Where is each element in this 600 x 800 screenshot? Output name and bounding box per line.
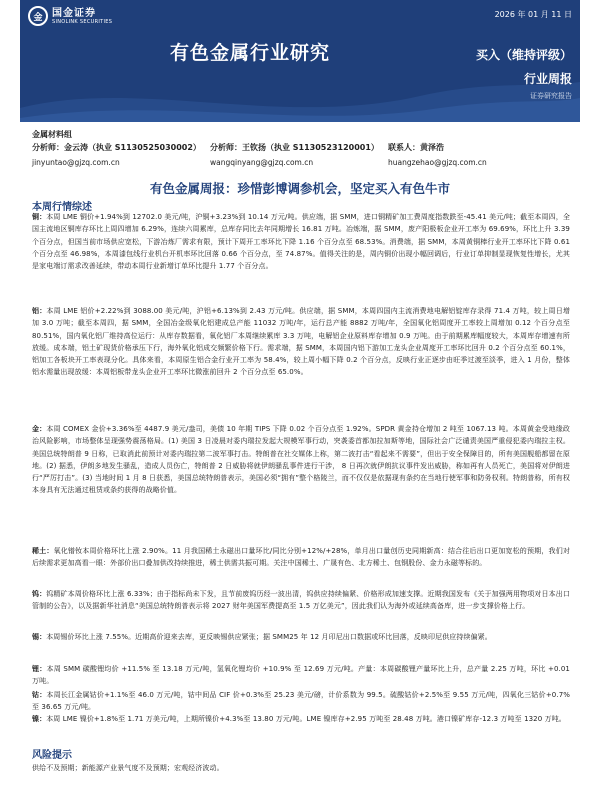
lead-label: 金： <box>32 425 47 433</box>
report-type: 行业周报 <box>523 72 572 86</box>
analyst-1 <box>32 142 201 167</box>
lead-label: 锡： <box>32 633 47 641</box>
paragraph-text: 本周长江金属钴价+1.1%至 46.0 万元/吨，钴中间品 CIF 价+0.3%至 25.23 美元/磅，计价系数为 99.5。硫酸钴价+2.5%至 9.55 万元/吨，四氧化三钴价+0.7%至 36.65 万元/吨。 <box>32 691 570 712</box>
contact-email: huangzehao@gjzq.com.cn <box>388 158 487 167</box>
paragraph-text: 本周 COMEX 金价+3.36%至 4487.9 美元/盎司，美债 10 年期 TIPS 下降 0.02 个百分点至 1.92%。SPDR 黄金持仓增加 2 吨至 1067.13 吨。本周黄金受地缘政治风险影响，市场整体呈现强势震荡格局。(1) 美国 3 日凌晨对委内瑞拉发起大规模军事行动，突袭委首都加拉加斯等地，国际社会广泛谴责美国严重侵犯委内瑞拉主权。美国总统特朗普 9 日称，已取消此前预计对委内瑞拉第二波军事打击。特朗普在社交媒体上称，第二波打击“看起来不需要”，但出于安全保障目的，所有美国舰船都留在原地。(2) 据悉，伊朗多地发生骚乱，造成人员伤亡，特朗普 2 日威胁将就伊朗骚乱事件进行干涉， 8 日再次就伊朗抗议事件发出威胁，称如再有人员死亡，美国将对伊朗进行“严厉打击”。(3) 当地时间 1 月 8 日获悉，美国总统特朗普表示，美国必须“拥有”整个格陵兰，而不仅仅是依据现有条约在当地行使军事和防务权利。特朗普称，所有权本身具有无法通过租赁或条约获得的战略价值。 <box>32 425 570 495</box>
report-date: 2026 年 01 月 11 日 <box>494 10 572 19</box>
analyst-1-email: jinyuntao@gjzq.com.cn <box>32 158 120 167</box>
paragraph-tungsten <box>32 588 570 613</box>
lead-label: 镍： <box>32 715 47 723</box>
report-header <box>20 0 580 122</box>
lead-label: 铜： <box>32 213 47 221</box>
paragraph-text: 氧化镨钕本周价格环比上涨 2.90%。11 月我国稀土永磁出口量环比/同比分别+12%/+28%，单月出口量创历史同期新高：结合往后出口更加宽松的预期，我们对后续需求更加高看一眼：外部价出口叠加供改持续推进，稀土供需共振可期。关注中国稀土、广晟有色、北方稀土、包钢股份、金力永磁等标的。 <box>32 547 570 568</box>
company-logo <box>28 6 112 26</box>
paragraph-tin <box>32 631 570 643</box>
analyst-2-email: wangqinyang@gjzq.com.cn <box>210 158 314 167</box>
paragraph-lithium <box>32 663 570 688</box>
lead-label: 铝： <box>32 307 47 315</box>
paragraph-text: 本周 SMM 碳酸锂均价 +11.5% 至 13.18 万元/吨，氢氧化锂均价 +10.9% 至 12.69 万元/吨。产量：本周碳酸锂产量环比上升，总产量 2.25 万吨，环比 +0.01 万吨。 <box>32 665 570 686</box>
paragraph-rare-earth <box>32 545 570 570</box>
logo-name-en: SINOLINK SECURITIES <box>52 18 113 25</box>
analyst-2 <box>210 142 379 167</box>
report-title: 有色金属行业研究 <box>169 42 330 64</box>
logo-emblem-icon: 金 <box>28 6 48 26</box>
paragraph-text: 本周 LME 铜价+1.94%到 12702.0 美元/吨，沪铜+3.23%到 10.14 万元/吨。供应端，据 SMM，进口铜精矿加工费周度指数跌至-45.41 美元/吨；截至本周四，全国主流地区铜库存环比上周四增加 6.29%，连续六周累库，总库存同比去年同期增长 16.81 万吨。冶炼端，据 SMM，废产阳极板企业开工率为 69.69%，环比上升 3.39 个百分点，但国当前市场供应宽松，下游冶炼厂需求有限，预计下周开工率环比下降 1.16 个百分点至 68.53%。消费端，据 SMM，本周黄铜棒行业开工率环比下降 0.61 个百分点至 46.98%，本周漆包线行业机台开机率环比回落 0.66 个百分点，至 74.87%。值得关注的是，周内铜价出现小幅回调后，行业订单抑制显现恢复性增长，尤其是家电端订需求改善延续，带动本周行业新增订单环比提升 1.77 个百分点。 <box>32 213 570 271</box>
rating-label: 买入（维持评级） <box>475 48 572 62</box>
header-wave-decoration <box>20 68 580 122</box>
lead-label: 稀土： <box>32 547 54 555</box>
report-category: 证券研究报告 <box>530 92 572 100</box>
paragraph-text: 本周 LME 铝价+2.22%到 3088.00 美元/吨，沪铝+6.13%到 2.43 万元/吨。供应端，据 SMM，本周四国内主流消费地电解铝锭库存录得 71.4 万吨，较上周日增加 3.0 万吨；截至本周四，据 SMM，全国冶金级氧化铝建成总产能 11032 万吨/年，运行总产能 8882 万吨/年，全国氧化铝周度开工率较上周增加 0.12 个百分点至 80.51%，国内氧化铝厂维持高位运行：从库存数据看，氧化铝厂本周继续累库 3.3 万吨，电解铝企业原料库存增加 0.9 万吨。由于前期累库幅度较大，本周库存增速有所放缓。成本端，铝土矿现货价格承压下行，海外氧化铝成交频繁价格下行。需求端，据 SMM，本周国内铝下游加工龙头企业周度开工率环比回升 0.2 个百分点至 60.1%，铝加工各板块开工率表现分化。具体来看，本周原生铝合金行业开工率为 58.4%，较上周小幅下降 0.2 个百分点，反映行业正逐步由旺季过渡至淡季，进入 1 月份，整体铝水需量出现放缓：本周铝板带龙头企业开工率环比微涨前回升 2 个百分点至 65.0%。 <box>32 307 571 377</box>
analyst-group: 金属材料组 <box>32 130 72 139</box>
paragraph-aluminum <box>32 305 570 379</box>
paragraph-nickel <box>32 713 570 725</box>
analyst-3 <box>388 142 487 167</box>
logo-name-cn: 国金证券 <box>52 7 96 19</box>
paragraph-gold <box>32 423 570 497</box>
paragraph-copper <box>32 211 570 272</box>
analyst-2-name: 分析师：王钦扬（执业 S1130523120001） <box>210 143 379 152</box>
analyst-1-name: 分析师：金云涛（执业 S1130525030002） <box>32 143 201 152</box>
lead-label: 钨： <box>32 590 47 598</box>
contact-name: 联系人：黄泽浩 <box>388 143 444 152</box>
lead-label: 钴： <box>32 691 47 699</box>
paragraph-text: 本周锡价环比上涨 7.55%。近期高价迎来去库，更反映锡供应紧张；据 SMM25 年 12 月印尼出口数据或环比回落，反映印尼供应持续偏紧。 <box>46 633 492 641</box>
weekly-headline: 有色金属周报：珍惜彭博调参机会，坚定买入有色牛市 <box>149 181 450 196</box>
paragraph-text: 钨精矿本周价格环比上涨 6.33%；由于指标尚未下发，且节前废钨历经一波出清，钨供应持续偏紧、价格形成加速支撑。近期我国发布《关于加强两用物项对日本出口管制的公告》，以及据新华社消息“美国总统特朗普表示将 2027 财年美国军费提高至 1.5 万亿美元”，因此我们认为海外或延续高备库，进一步支撑价格上行。 <box>32 590 570 611</box>
paragraph-text: 本周 LME 镍价+1.8%至 1.71 万美元/吨，上期所镍价+4.3%至 13.80 万元/吨。LME 镍库存+2.95 万吨至 28.48 万吨。港口镍矿库存-12.3 万吨至 1320 万吨。 <box>46 715 566 723</box>
lead-label: 锂： <box>32 665 47 673</box>
section-title-weekly-review: 本周行情综述 <box>32 202 92 213</box>
section-title-risk: 风险提示 <box>32 750 72 761</box>
risk-text: 供给不及预期；新能源产业景气度不及预期；宏观经济波动。 <box>32 764 224 772</box>
paragraph-cobalt <box>32 689 570 714</box>
